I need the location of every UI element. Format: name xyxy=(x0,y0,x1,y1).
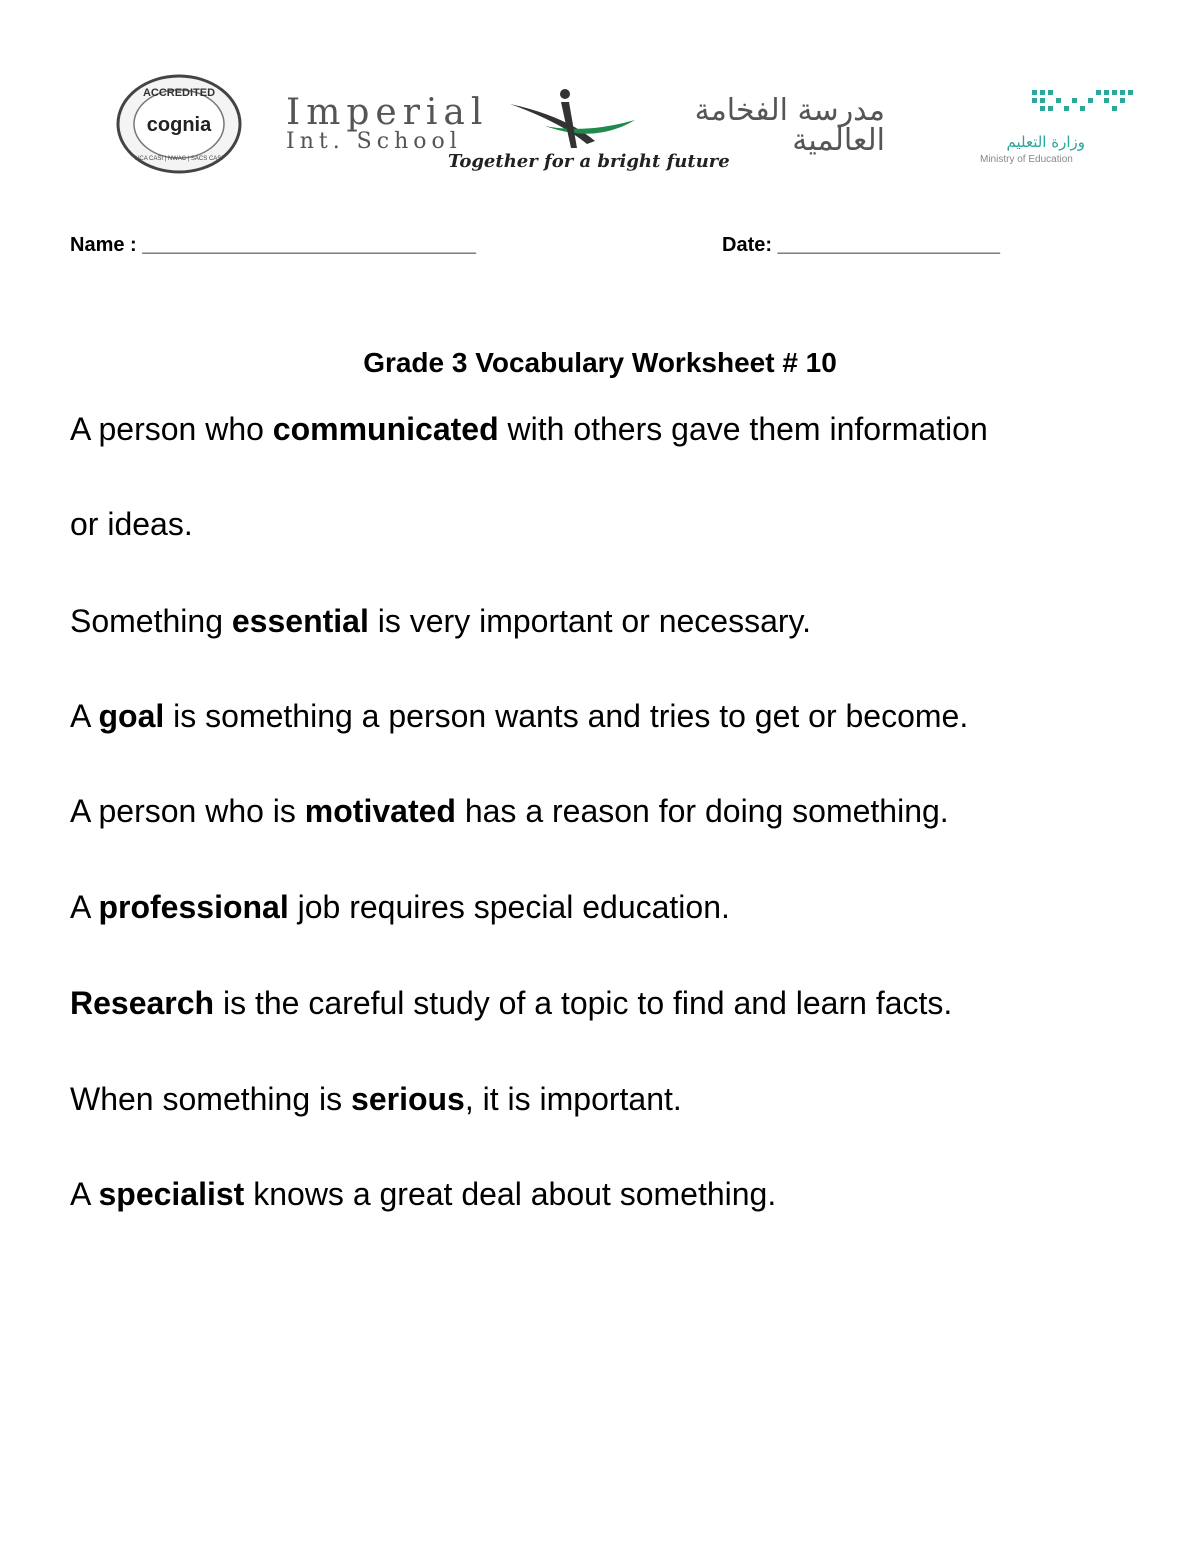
definition-text: When something is xyxy=(70,1081,352,1117)
vocabulary-word: essential xyxy=(231,603,369,639)
school-name-arabic-line1: مدرسة الفخامة xyxy=(694,93,885,128)
definition-text: or ideas. xyxy=(70,506,193,542)
school-name-arabic xyxy=(640,93,885,158)
definition-line xyxy=(70,791,949,831)
seal-bottom-text: NCA CASI | NWAC | SACS CASI xyxy=(135,156,223,162)
school-name-arabic-line2: العالمية xyxy=(792,123,885,158)
vocabulary-word: Research xyxy=(70,985,215,1021)
definition-text: , it is important. xyxy=(464,1081,682,1117)
definition-line xyxy=(70,887,730,927)
definition-text: A xyxy=(70,889,99,925)
definition-text: A xyxy=(70,1176,99,1212)
vocabulary-word: goal xyxy=(98,698,165,734)
definition-text: has a reason for doing something. xyxy=(455,793,949,829)
school-tagline: Together for a bright future xyxy=(448,151,730,172)
ministry-name-english: Ministry of Education xyxy=(980,154,1073,165)
name-field[interactable]: Name : ______________________________ xyxy=(70,234,476,256)
definition-line xyxy=(70,409,988,449)
vocabulary-word: motivated xyxy=(304,793,456,829)
school-name-english xyxy=(286,92,489,154)
definition-line xyxy=(70,1174,776,1214)
definition-text: is the careful study of a topic to find and learn facts. xyxy=(214,985,953,1021)
school-emblem-icon xyxy=(505,86,645,156)
ministry-name-arabic: وزارة التعليم xyxy=(1006,133,1085,151)
definition-text: A person who is xyxy=(70,793,305,829)
definition-text: is very important or necessary. xyxy=(368,603,812,639)
school-name-line2: Int. School xyxy=(286,129,462,154)
vocabulary-word: communicated xyxy=(272,411,499,447)
seal-top-text: ACCREDITED xyxy=(142,87,216,99)
definition-line xyxy=(70,983,952,1023)
definition-text: knows a great deal about something. xyxy=(244,1176,777,1212)
definition-line xyxy=(70,504,193,544)
seal-brand-text: cognia xyxy=(146,114,212,136)
definition-text: is something a person wants and tries to get or become. xyxy=(164,698,969,734)
vocabulary-word: serious xyxy=(351,1081,465,1117)
cognia-accreditation-seal xyxy=(116,74,243,174)
definition-text: Something xyxy=(70,603,232,639)
definition-line xyxy=(70,601,811,641)
definition-text: with others gave them information xyxy=(498,411,988,447)
definition-text: A person who xyxy=(70,411,273,447)
vocabulary-word: professional xyxy=(98,889,289,925)
definition-text: A xyxy=(70,698,99,734)
definition-text: job requires special education. xyxy=(288,889,730,925)
definition-line xyxy=(70,696,968,736)
vocabulary-word: specialist xyxy=(98,1176,245,1212)
worksheet-title: Grade 3 Vocabulary Worksheet # 10 xyxy=(363,347,837,378)
definition-line xyxy=(70,1079,682,1119)
school-name-line1: Imperial xyxy=(286,92,489,133)
date-field[interactable]: Date: ____________________ xyxy=(722,234,1001,256)
